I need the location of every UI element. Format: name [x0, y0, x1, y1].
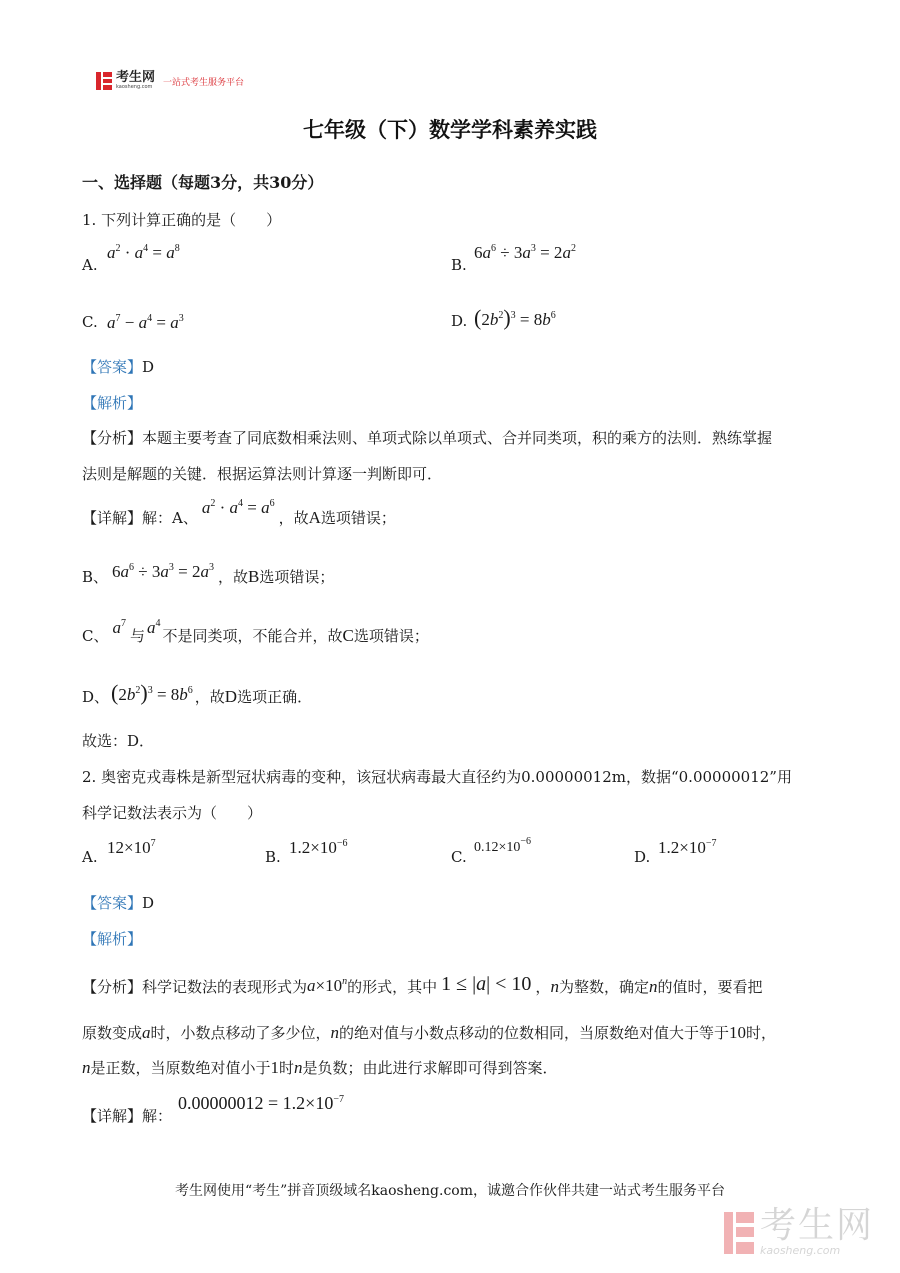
- watermark-name: 考生网: [759, 1205, 874, 1246]
- q2-option-b-formula: $1.2\times 10^{-6}$: [289, 838, 348, 857]
- q1-option-a-formula: $a^2 \cdot a^4 = a^8$: [107, 243, 180, 262]
- q2-option-a-formula: $12\times 10^7$: [107, 838, 156, 857]
- q2-analysis-line2: 原数变成a时，小数点移动了多少位，n的绝对值与小数点移动的位数相同，当原数绝对值大于等于10时，: [82, 1023, 777, 1042]
- q2-option-b-label: B.: [265, 848, 281, 866]
- q1-analysis-tag: 【解析】: [82, 394, 143, 412]
- q1-analysis-line2: 法则是解题的关键．根据运算法则计算逐一判断即可．: [82, 465, 443, 483]
- q1-option-b-formula: $6a^6 \div 3a^3 = 2a^2$: [474, 243, 576, 262]
- q2-analysis-tag: 【解析】: [82, 930, 143, 948]
- q2-option-d-label: D.: [634, 848, 651, 866]
- q2-detail: 【详解】解：$0.00000012 = 1.2\times 10^{-7}$: [82, 1093, 344, 1125]
- logo-name: 考生网: [116, 70, 156, 85]
- q1-analysis-line1: 【分析】本题主要考查了同底数相乘法则、单项式除以单项式、合并同类项，积的乘方的法则．熟练掌握: [82, 429, 773, 447]
- site-logo: [96, 70, 244, 92]
- q2-stem-line2: 科学记数法表示为（ ）: [82, 804, 263, 822]
- q1-option-a-label: A.: [82, 256, 98, 274]
- q2-analysis-line3: n是正数，当原数绝对值小于1时n是负数；由此进行求解即可得到答案．: [82, 1058, 558, 1077]
- q1-stem: 1. 下列计算正确的是（ ）: [82, 211, 282, 229]
- q2-option-c-label: C.: [451, 848, 467, 866]
- q2-option-a-label: A.: [82, 848, 98, 866]
- watermark-domain: kaosheng.com: [759, 1244, 841, 1257]
- q1-detail-d: D、$(2b^2)^3 = 8b^6$ ，故D选项正确．: [82, 680, 313, 706]
- section-heading: 一、选择题（每题3分，共30分）: [82, 173, 324, 192]
- watermark-logo: [724, 1205, 874, 1257]
- q1-detail-c: C、 $a^7$与 $a^4$不是同类项，不能合并，故C选项错误；: [82, 618, 429, 645]
- logo-icon: [96, 72, 112, 90]
- q1-option-b-label: B.: [451, 256, 467, 274]
- q1-conclusion: 故选：D．: [82, 732, 155, 750]
- logo-domain: kaosheng.com: [116, 84, 153, 90]
- q1-option-c-label: C.: [82, 313, 98, 331]
- q1-option-d-formula: $(2b^2)^3 = 8b^6$: [474, 305, 556, 330]
- q1-option-d-label: D.: [451, 312, 468, 330]
- logo-slogan: 一站式考生服务平台: [163, 77, 245, 88]
- q2-analysis-line1: 【分析】科学记数法的表现形式为$a\times 10^n$的形式，其中 1 ≤ |a| < 10 ，n为整数，确定n的值时，要看把: [82, 973, 763, 996]
- q1-detail-b: B、 $6a^6 \div 3a^3 = 2a^3$，故B选项错误；: [82, 562, 335, 586]
- q2-stem-line1: 2. 奥密克戎毒株是新型冠状病毒的变种，该冠状病毒最大直径约为0.00000012m，数据“0.00000012”用: [82, 768, 792, 786]
- footer-text: 考生网使用“考生”拼音顶级域名kaosheng.com，诚邀合作伙伴共建一站式考生服务平台: [174, 1183, 726, 1199]
- q1-detail-a: 【详解】解：A、$a^2 \cdot a^4 = a^6$，故A选项错误；: [82, 498, 396, 527]
- watermark-icon: [724, 1212, 754, 1254]
- q1-answer: 【答案】D: [82, 358, 155, 376]
- q2-option-d-formula: $1.2\times 10^{-7}$: [658, 838, 717, 857]
- q1-option-c-formula: $a^7 - a^4 = a^3$: [107, 313, 184, 332]
- q2-answer: 【答案】D: [82, 894, 155, 912]
- page-title: 七年级（下）数学学科素养实践: [303, 117, 597, 142]
- q2-option-c-formula: $0.12\times 10^{-6}$: [474, 836, 532, 855]
